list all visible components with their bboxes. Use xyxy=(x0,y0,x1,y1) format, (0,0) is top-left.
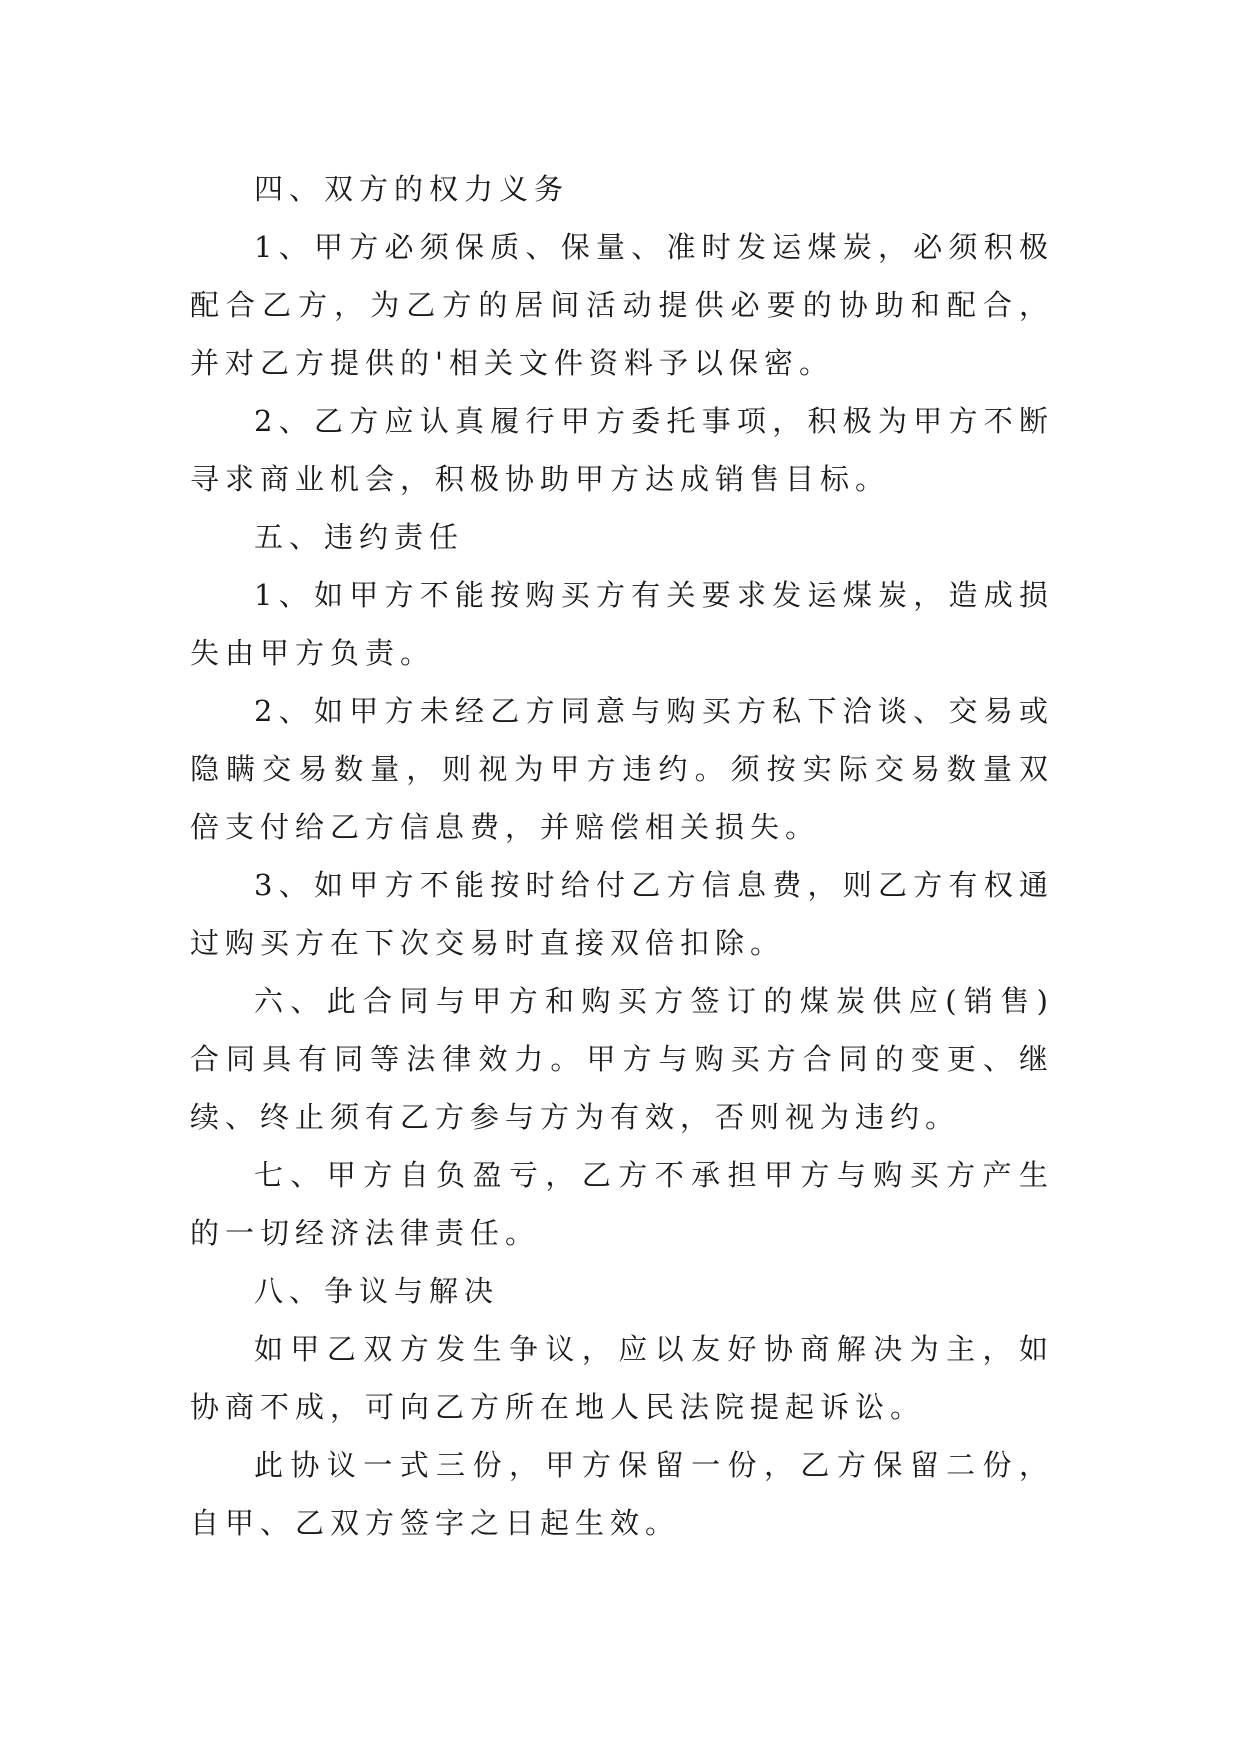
clause-paragraph: 1、甲方必须保质、保量、准时发运煤炭，必须积极配合乙方，为乙方的居间活动提供必要的协助和配合，并对乙方提供的'相关文件资料予以保密。 xyxy=(190,230,1054,380)
section-heading-liability: 五、违约责任 xyxy=(254,520,465,554)
clause-paragraph: 3、如甲方不能按时给付乙方信息费，则乙方有权通过购买方在下次交易时直接双倍扣除。 xyxy=(190,868,1054,960)
document-body xyxy=(190,160,1054,1552)
section-paragraph-legal-effect: 六、此合同与甲方和购买方签订的煤炭供应(销售)合同具有同等法律效力。甲方与购买方合同的变更、继续、终止须有乙方参与方为有效，否则视为违约。 xyxy=(190,984,1054,1134)
section-heading-rights-obligations: 四、双方的权力义务 xyxy=(254,172,570,206)
section-heading-dispute: 八、争议与解决 xyxy=(254,1274,500,1308)
closing-paragraph: 此协议一式三份，甲方保留一份，乙方保留二份，自甲、乙双方签字之日起生效。 xyxy=(190,1448,1054,1540)
section-paragraph-profit-loss: 七、甲方自负盈亏，乙方不承担甲方与购买方产生的一切经济法律责任。 xyxy=(190,1158,1054,1250)
clause-paragraph: 如甲乙双方发生争议，应以友好协商解决为主，如协商不成，可向乙方所在地人民法院提起诉讼。 xyxy=(190,1332,1054,1424)
clause-paragraph: 1、如甲方不能按购买方有关要求发运煤炭，造成损失由甲方负责。 xyxy=(190,578,1054,670)
clause-paragraph: 2、如甲方未经乙方同意与购买方私下洽谈、交易或隐瞒交易数量，则视为甲方违约。须按实际交易数量双倍支付给乙方信息费，并赔偿相关损失。 xyxy=(190,694,1054,844)
clause-paragraph: 2、乙方应认真履行甲方委托事项，积极为甲方不断寻求商业机会，积极协助甲方达成销售目标。 xyxy=(190,404,1054,496)
